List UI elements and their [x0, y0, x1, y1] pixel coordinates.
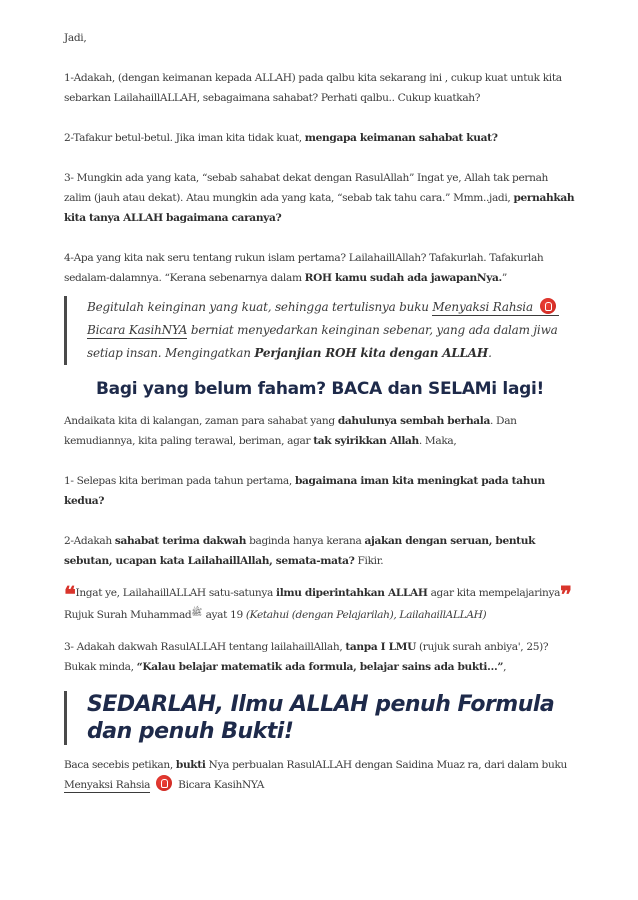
- callout-block: [64, 691, 576, 745]
- text-run: . Dan kemudiannya, kita paling terawal, beriman, agar: [64, 415, 517, 447]
- paragraph-point-2: [64, 128, 576, 148]
- bold-text: bagaimana iman kita meningkat pada tahun kedua?: [64, 475, 545, 507]
- callout-text: SEDARLAH, Ilmu ALLAH penuh Formula dan penuh Bukti!: [87, 692, 555, 744]
- paragraph-closing: [64, 755, 576, 795]
- text-run: Nya perbualan RasulALLAH dengan Saidina Muaz ra, dari dalam buku: [205, 759, 567, 771]
- paragraph-point-1: 1-Adakah, (dengan keimanan kepada ALLAH) pada qalbu kita sekarang ini , cukup kuat untuk kita sebarkan LailahaillALLAH, sebagaimana sahabat? Perhati qalbu.. Cukup kuatkah?: [64, 72, 562, 104]
- paragraph-andaikata: [64, 411, 576, 451]
- quote-text: [87, 296, 576, 365]
- blockquote-book: [64, 296, 576, 365]
- section-heading: Bagi yang belum faham? BACA dan SELAMi lagi!: [96, 379, 544, 399]
- text-run: ayat 19: [202, 609, 246, 621]
- saw-symbol: ﷺ: [191, 608, 203, 618]
- close-quote-icon: ❞: [560, 582, 572, 608]
- link-text: Menyaksi Rahsia: [432, 300, 533, 314]
- text-run: .: [488, 346, 492, 360]
- bold-text: bukti: [175, 759, 206, 771]
- text-run: ,: [503, 661, 507, 673]
- bold-text: ilmu diperintahkan ALLAH: [276, 587, 428, 599]
- text-run: . Maka,: [418, 435, 457, 447]
- bold-text: “Kalau belajar matematik ada formula, belajar sains ada bukti…”: [136, 661, 504, 673]
- bold-text: Perjanjian ROH kita dengan ALLAH: [254, 346, 489, 360]
- open-quote-icon: ❝: [64, 582, 76, 608]
- bold-text: ROH kamu sudah ada jawapanNya.: [304, 272, 502, 284]
- text-run: agar kita mempelajarinya: [427, 587, 561, 599]
- paragraph-question-1: [64, 471, 576, 511]
- document-page: [64, 28, 576, 795]
- text-run: Andaikata kita di kalangan, zaman para sahabat yang: [64, 415, 338, 427]
- bold-text: sahabat terima dakwah: [114, 535, 247, 547]
- bold-text: dahulunya sembah berhala: [337, 415, 491, 427]
- text-run: 4-Apa yang kita nak seru tentang rukun islam pertama? LailahaillAllah? Tafakurlah. Tafakurlah sedalam-dalamnya. “Kerana sebenarnya dalam: [64, 252, 544, 284]
- text-run: Baca secebis petikan,: [64, 759, 176, 771]
- text-run: (rujuk surah anbiya', 25)? Bukak minda,: [64, 641, 549, 673]
- link-text: Bicara KasihNYA: [87, 323, 188, 337]
- hand-pointer-icon: [540, 298, 556, 314]
- text-run: 1- Selepas kita beriman pada tahun pertama,: [64, 475, 295, 487]
- text-run: Ingat ye, LailahaillALLAH satu-satunya: [75, 587, 277, 599]
- bold-text: tak syirikkan Allah: [313, 435, 419, 447]
- text-run: baginda hanya kerana: [246, 535, 365, 547]
- text-run: Rujuk Surah Muhammad: [64, 609, 192, 621]
- text-run: ”: [501, 272, 507, 284]
- hand-pointer-icon: [156, 775, 172, 791]
- book-link-menyaksi-rahsia-footer[interactable]: Menyaksi Rahsia: [64, 779, 151, 791]
- text-run: berniat menyedarkan keinginan sebenar, yang ada dalam jiwa setiap insan. Mengingatkan: [87, 323, 558, 360]
- italic-text: (Ketahui (dengan Pelajarilah), LailahaillALLAH): [245, 609, 487, 621]
- text-run: 3- Adakah dakwah RasulALLAH tentang lailahaillAllah,: [64, 641, 346, 653]
- text-run: Bicara KasihNYA: [175, 779, 265, 791]
- paragraph-question-2: [64, 531, 576, 571]
- text-run: Begitulah keinginan yang kuat, sehingga tertulisnya buku: [87, 300, 433, 314]
- bold-text: pernahkah kita tanya ALLAH bagaimana caranya?: [64, 192, 575, 224]
- paragraph-point-4: [64, 248, 576, 288]
- pull-quote: [64, 583, 576, 625]
- bold-text: mengapa keimanan sahabat kuat?: [304, 132, 498, 144]
- paragraph-question-3: [64, 637, 576, 677]
- paragraph-intro: Jadi,: [64, 32, 87, 44]
- bold-text: tanpa I LMU: [345, 641, 416, 653]
- text-run: Fikir.: [354, 555, 384, 567]
- text-run: 2-Adakah: [64, 535, 115, 547]
- bold-text: ajakan dengan seruan, bentuk sebutan, ucapan kata LailahaillAllah, semata-mata?: [64, 535, 536, 567]
- paragraph-point-3: [64, 168, 576, 228]
- text-run: 2-Tafakur betul-betul. Jika iman kita tidak kuat,: [64, 132, 305, 144]
- text-run: 3- Mungkin ada yang kata, “sebab sahabat dekat dengan RasulAllah” Ingat ye, Allah tak pernah zalim (jauh atau dekat). Atau mungkin ada yang kata, “sebab tak tahu cara.” Mmm..jadi,: [64, 172, 549, 204]
